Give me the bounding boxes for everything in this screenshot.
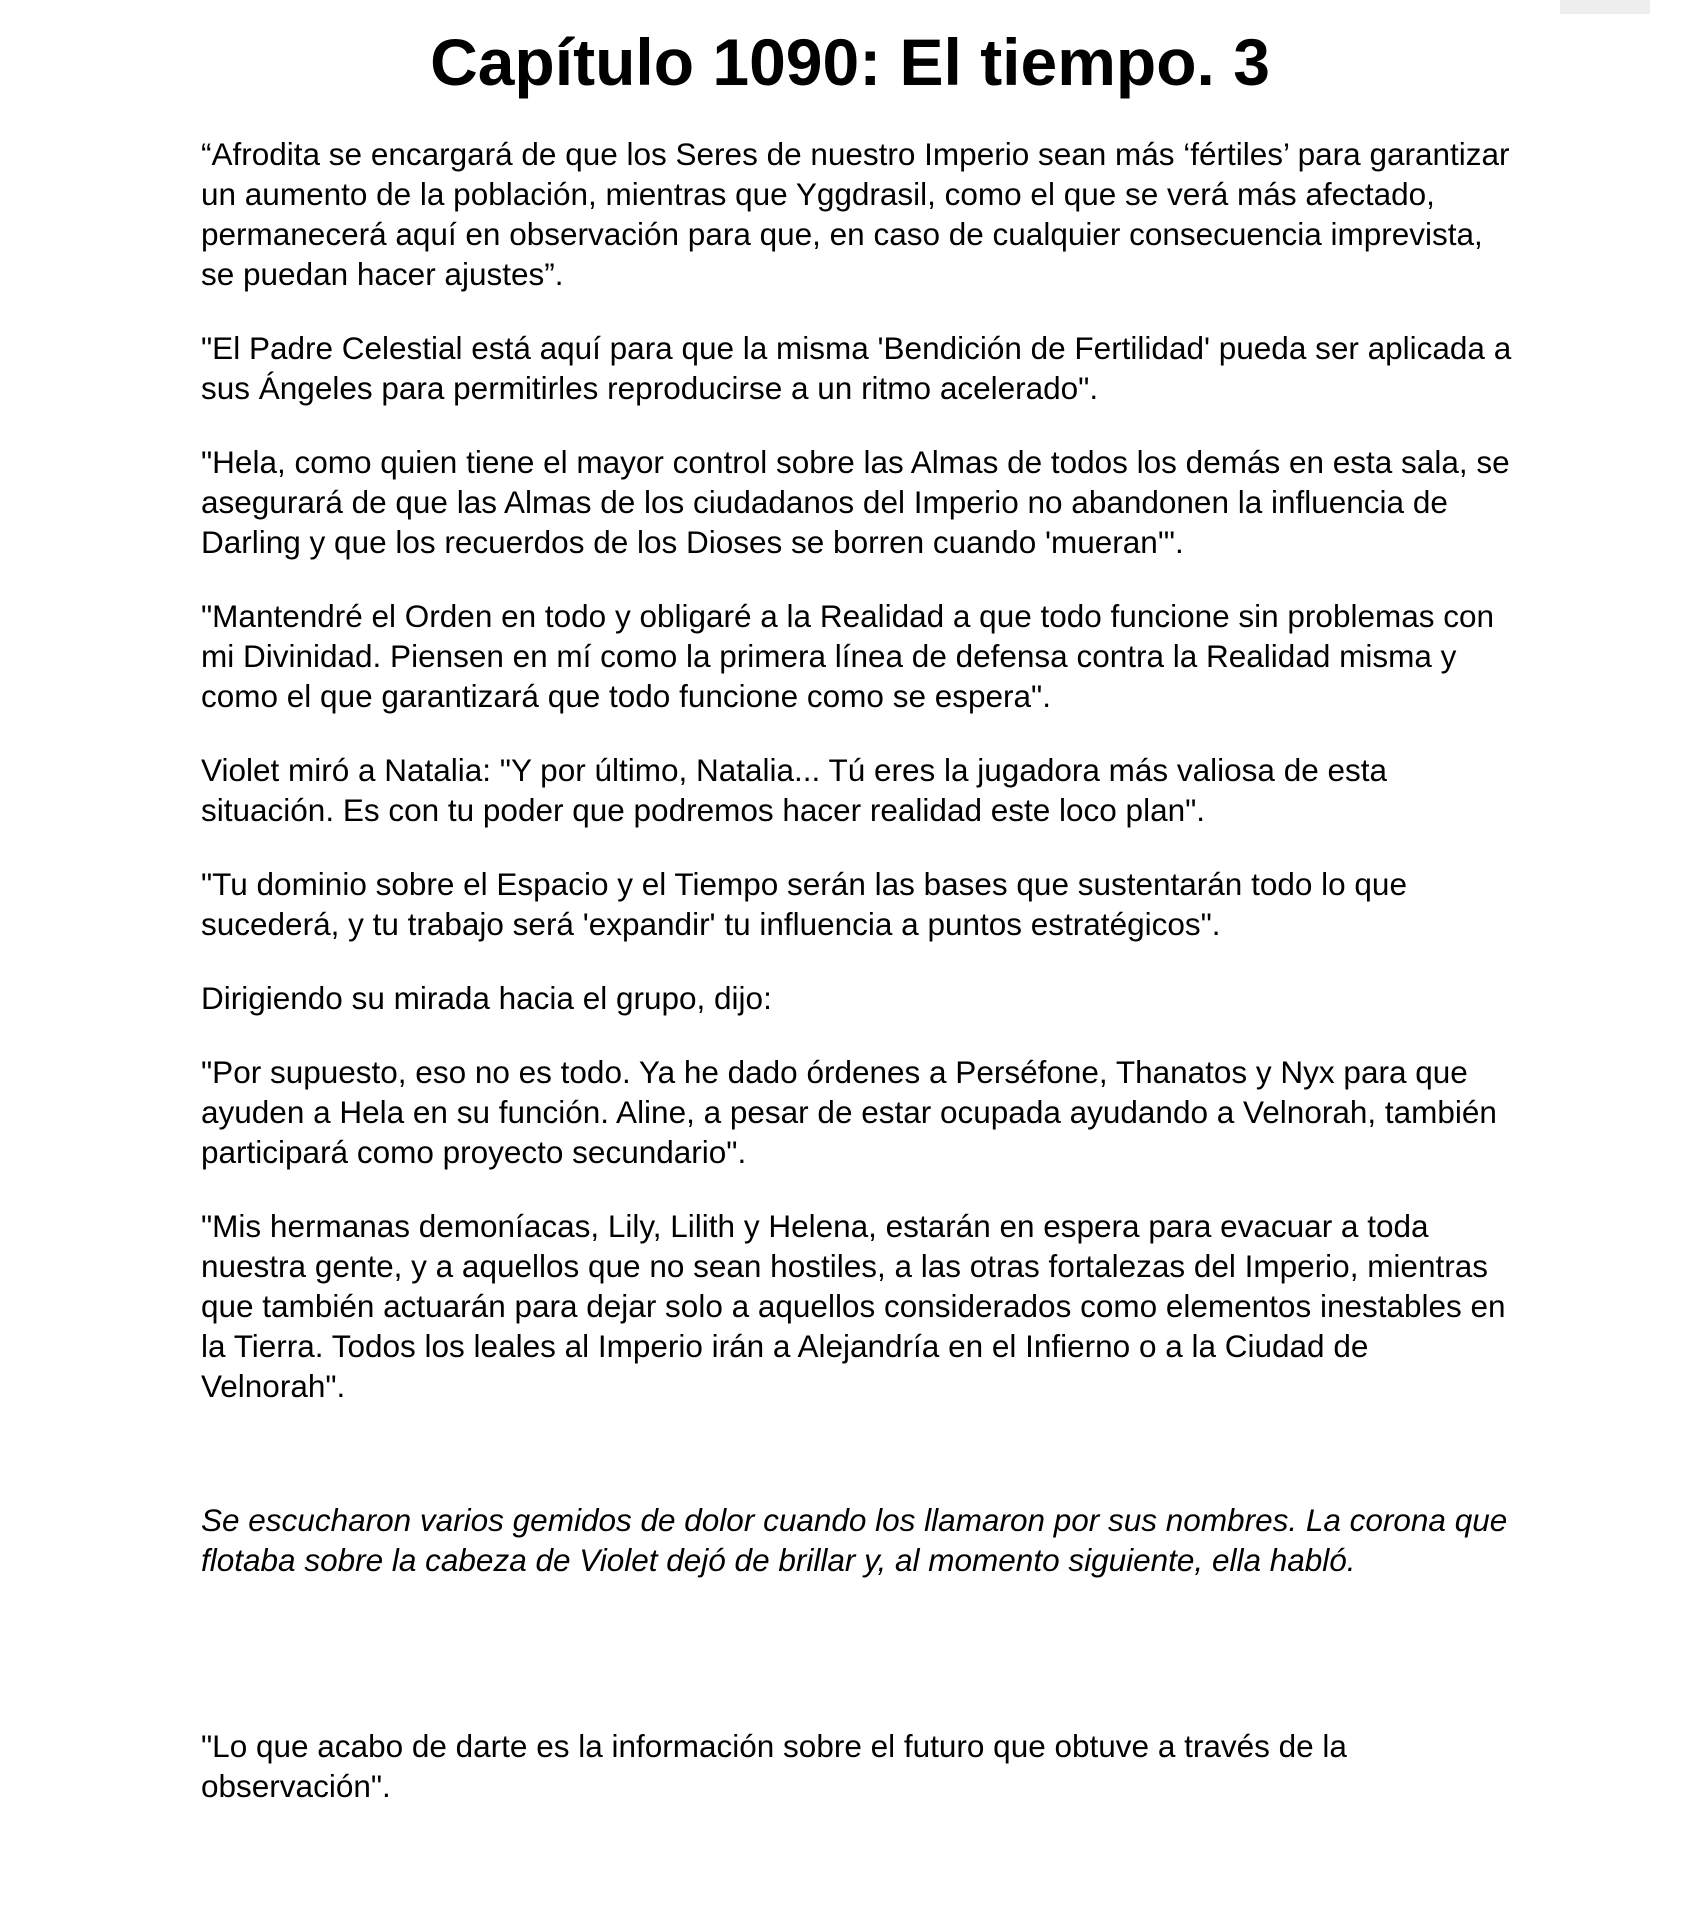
paragraph-afrodita: “Afrodita se encargará de que los Seres de nuestro Imperio sean más ‘fértiles’ para garantizar un aumento de la población, mientras que Yggdrasil, como el que se verá más afectado, permanecerá aquí en observación para que, en caso de cualquier consecuencia imprevista, se puedan hacer ajustes”. [201, 136, 1510, 292]
paragraph-final: "Lo que acabo de darte es la información sobre el futuro que obtuve a través de la observación". [201, 1728, 1347, 1804]
chapter-body [201, 134, 1521, 1840]
paragraph-hela: "Hela, como quien tiene el mayor control sobre las Almas de todos los demás en esta sala, se asegurará de que las Almas de los ciudadanos del Imperio no abandonen la influencia de Darling y que los recuerdos de los Dioses se borren cuando 'mueran'". [201, 444, 1510, 560]
paragraph-por-supuesto: "Por supuesto, eso no es todo. Ya he dado órdenes a Perséfone, Thanatos y Nyx para que ayuden a Hela en su función. Aline, a pesar de estar ocupada ayudando a Velnorah, también participará como proyecto secundario". [201, 1054, 1497, 1170]
paragraph-italic-narration: Se escucharon varios gemidos de dolor cuando los llamaron por sus nombres. La corona que flotaba sobre la cabeza de Violet dejó de brillar y, al momento siguiente, ella habló. [201, 1502, 1508, 1578]
paragraph-hermanas: "Mis hermanas demoníacas, Lily, Lilith y Helena, estarán en espera para evacuar a toda nuestra gente, y a aquellos que no sean hostiles, a las otras fortalezas del Imperio, mientras que también actuarán para dejar solo a aquellos considerados como elementos inestables en la Tierra. Todos los leales al Imperio irán a Alejandría en el Infierno o a la Ciudad de Velnorah". [201, 1208, 1506, 1404]
paragraph-orden: "Mantendré el Orden en todo y obligaré a la Realidad a que todo funcione sin problemas con mi Divinidad. Piensen en mí como la primera línea de defensa contra la Realidad misma y como el que garantizará que todo funcione como se espera". [201, 598, 1495, 714]
paragraph-natalia: Violet miró a Natalia: "Y por último, Natalia... Tú eres la jugadora más valiosa de esta situación. Es con tu poder que podremos hacer realidad este loco plan". [201, 752, 1388, 828]
chapter-title: Capítulo 1090: El tiempo. 3 [430, 25, 1270, 99]
spacer [201, 1440, 1521, 1500]
paragraph-espacio-tiempo: "Tu dominio sobre el Espacio y el Tiempo serán las bases que sustentarán todo lo que sucederá, y tu trabajo será 'expandir' tu influencia a puntos estratégicos". [201, 866, 1407, 942]
paragraph-dirigiendo: Dirigiendo su mirada hacia el grupo, dijo: [201, 980, 772, 1016]
paragraph-padre-celestial: "El Padre Celestial está aquí para que la misma 'Bendición de Fertilidad' pueda ser aplicada a sus Ángeles para permitirles reproducirse a un ritmo acelerado". [201, 330, 1512, 406]
spacer [201, 1614, 1521, 1726]
